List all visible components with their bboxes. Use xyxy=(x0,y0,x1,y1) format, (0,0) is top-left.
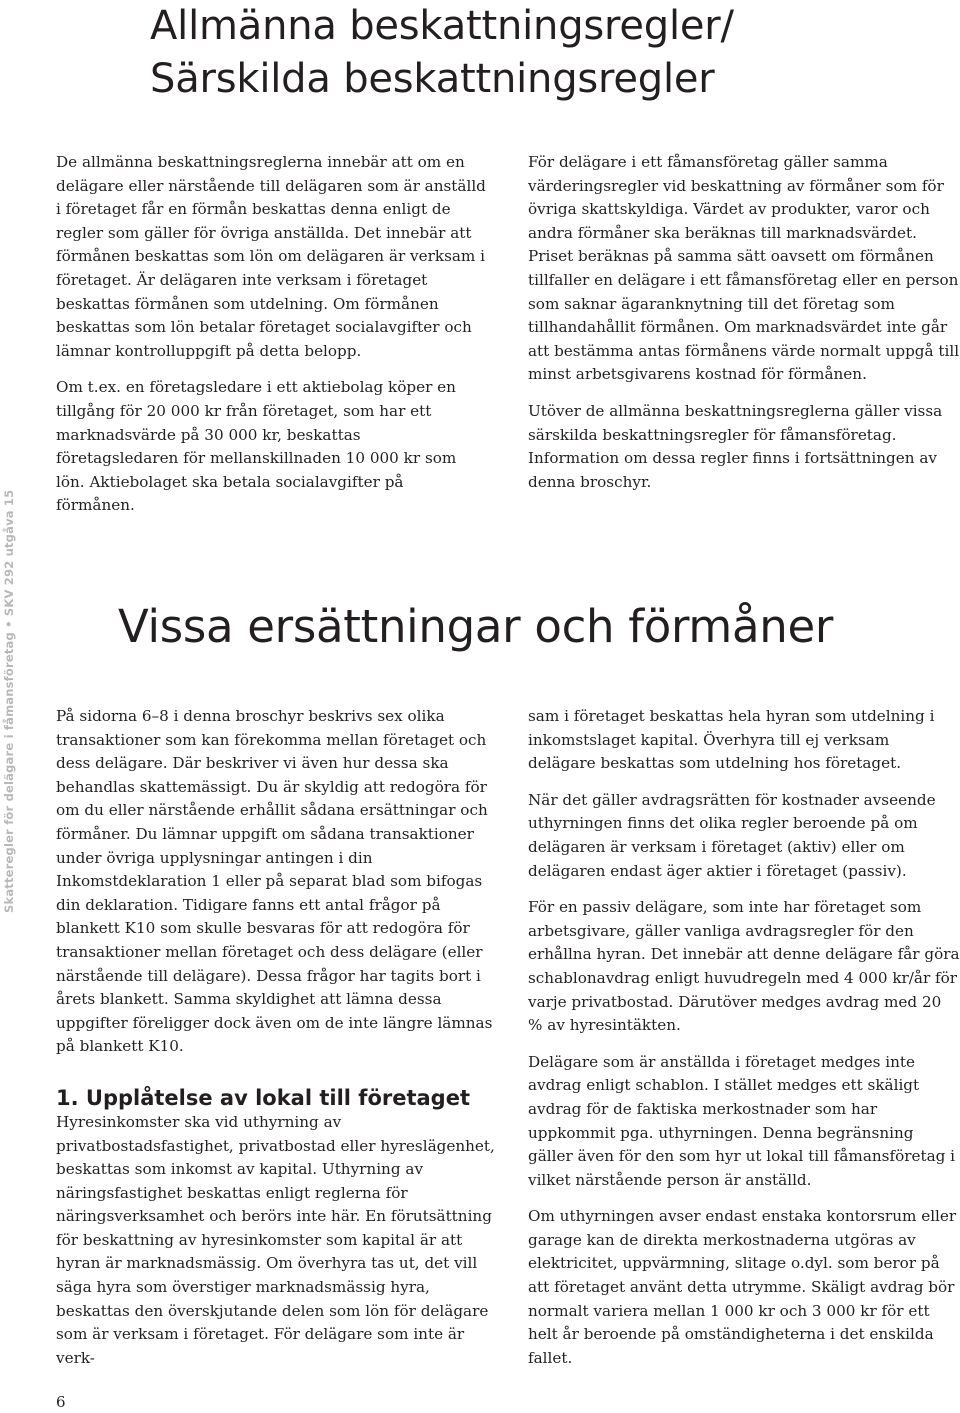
page-title xyxy=(150,0,950,106)
paragraph: För en passiv delägare, som inte har företaget som arbetsgivare, gäller vanliga avdragsregler för den erhållna hyran. Det innebär att denne delägare får göra schablonavdrag enligt huvudregeln med 4 000 kr/år för varje privatbostad. Därutöver medges avdrag med 20 % av hyresintäkten. xyxy=(528,898,960,1035)
section-title: Vissa ersättningar och förmåner xyxy=(118,600,834,653)
paragraph: På sidorna 6–8 i denna broschyr beskrivs sex olika transaktioner som kan förekomma mellan företaget och dess delägare. Där beskriver vi även hur dessa ska behandlas skattemässigt. Du är skyldig att redogöra för om du eller närstående erhållit sådana ersättningar och förmåner. Du lämnar uppgift om sådana transaktioner under övriga upplysningar antingen i din Inkomstdeklaration 1 eller på separat blad som bifogas din deklaration. Tidigare fanns ett antal frågor på blankett K10 som skulle besvaras för att redogöra för transaktioner mellan företaget och dess delägare (eller närstående till delägare). Dessa frågor har tagits bort i årets blankett. Samma skyldighet att lämna dessa uppgifter föreligger dock även om de inte längre lämnas på blankett K10. xyxy=(56,707,493,1056)
paragraph: Utöver de allmänna beskattningsreglerna gäller vissa särskilda beskattningsregler för fåmansföretag. Information om dessa regler finns i fortsättningen av denna broschyr. xyxy=(528,401,943,491)
paragraph: sam i företaget beskattas hela hyran som utdelning i inkomstslaget kapital. Överhyra till ej verksam delägare beskattas som utdelning hos företaget. xyxy=(528,707,935,773)
side-label: Skatteregler för delägare i fåmansföretag • SKV 292 utgåva 15 xyxy=(2,489,16,913)
paragraph: Delägare som är anställda i företaget medges inte avdrag enligt schablon. I stället medges ett skäligt avdrag för de faktiska merkostnader som har uppkommit pga. uthyrningen. Denna begränsning gäller även för den som hyr ut lokal till fåmansföretag i vilket närstående person är anställd. xyxy=(528,1052,956,1189)
page-number: 6 xyxy=(56,1393,66,1411)
page-title-line1: Allmänna beskattningsregler/ xyxy=(150,3,734,49)
section1-left-column xyxy=(56,151,486,531)
paragraph: Hyresinkomster ska vid uthyrning av privatbostadsfastighet, privatbostad eller hyreslägenhet, beskattas som inkomst av kapital. Uthyrning av näringsfastighet beskattas enligt reglerna för näringsverksamhet och berörs inte här. En förutsättning för beskattning av hyresinkomster som kapital är att hyran är marknadsmässig. Om överhyra tas ut, det vill säga hyra som överstiger marknadsmässig hyra, beskattas den överskjutande delen som lön för delägare som är verksam i företaget. För delägare som inte är verk- xyxy=(56,1112,495,1367)
paragraph: Om uthyrningen avser endast enstaka kontorsrum eller garage kan de direkta merkostnaderna utgöras av elektricitet, uppvärmning, slitage o.dyl. som beror på att företaget använt detta utrymme. Skäligt avdrag bör normalt variera mellan 1 000 kr och 3 000 kr för ett helt år beroende på omständigheterna i det enskilda fallet. xyxy=(528,1207,957,1367)
page-title-line2: Särskilda beskattningsregler xyxy=(150,56,715,102)
section2-right-column xyxy=(528,705,960,1383)
section2-left-column xyxy=(56,705,496,1383)
paragraph: De allmänna beskattningsreglerna innebär att om en delägare eller närstående till delägaren som är anställd i företaget får en förmån beskattas denna enligt de regler som gäller för övriga anställda. Det innebär att förmånen beskattas som lön om delägaren är verksam i företaget. Är delägaren inte verksam i företaget beskattas förmånen som utdelning. Om förmånen beskattas som lön betalar företaget socialavgifter och lämnar kontrolluppgift på detta belopp. xyxy=(56,153,486,360)
paragraph: Om t.ex. en företagsledare i ett aktiebolag köper en tillgång för 20 000 kr från företaget, som har ett marknadsvärde på 30 000 kr, beskattas företagsledaren för mellanskillnaden 10 000 kr som lön. Aktiebolaget ska betala socialavgifter på förmånen. xyxy=(56,378,457,515)
paragraph: För delägare i ett fåmansföretag gäller samma värderingsregler vid beskattning av förmåner som för övriga skattskyldiga. Värdet av produkter, varor och andra förmåner ska beräknas till marknadsvärdet. Priset beräknas på samma sätt oavsett om förmånen tillfaller en delägare i ett fåmansföretag eller en person som saknar ägaranknytning till det företag som tillhandahållit förmånen. Om marknadsvärdet inte går att bestämma antas förmånens värde normalt uppgå till minst arbetsgivarens kostnad för förmånen. xyxy=(528,153,960,384)
paragraph: När det gäller avdragsrätten för kostnader avseende uthyrningen finns det olika regler beroende på om delägaren är verksam i företaget (aktiv) eller om delägaren endast äger aktier i företaget (passiv). xyxy=(528,790,936,880)
section1-right-column xyxy=(528,151,960,507)
subheading: 1. Upplåtelse av lokal till företaget xyxy=(56,1085,470,1110)
